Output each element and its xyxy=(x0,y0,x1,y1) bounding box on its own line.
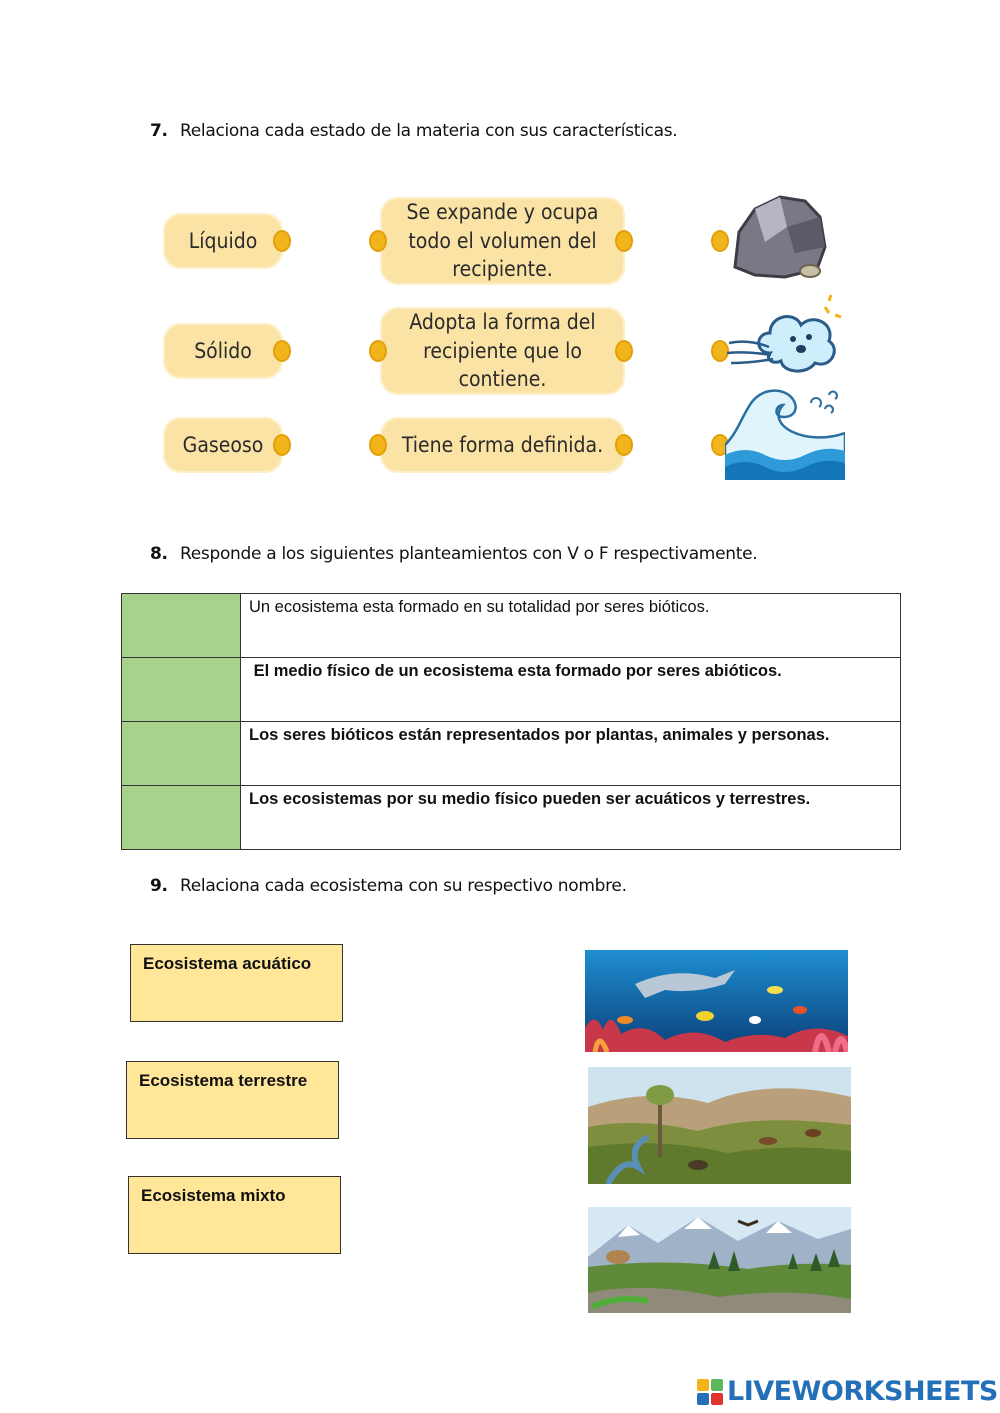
question-text: Responde a los siguientes planteamientos con V o F respectivamente. xyxy=(180,544,758,564)
statement-cell: Los seres bióticos están representados por plantas, animales y personas. xyxy=(241,722,901,786)
state-label: Sólido xyxy=(194,338,252,363)
match-dot[interactable] xyxy=(615,434,633,456)
characteristic-label: Tiene forma definida. xyxy=(401,432,604,457)
ecosystem-label: Ecosistema terrestre xyxy=(139,1071,308,1090)
table-row xyxy=(122,722,901,786)
match-dot[interactable] xyxy=(369,230,387,252)
characteristic-label: Se expande y ocupa todo el volumen del recipiente. xyxy=(406,200,599,282)
question-7-title xyxy=(150,121,677,141)
match-dot[interactable] xyxy=(273,230,291,252)
match-dot[interactable] xyxy=(273,434,291,456)
match-dot[interactable] xyxy=(369,434,387,456)
statement-cell: El medio físico de un ecosistema esta formado por seres abióticos. xyxy=(241,658,901,722)
table-row xyxy=(122,594,901,658)
question-text: Relaciona cada estado de la materia con sus características. xyxy=(180,121,678,141)
match-dot[interactable] xyxy=(615,340,633,362)
water-wave-picture xyxy=(725,385,845,480)
statement-cell: Los ecosistemas por su medio físico pueden ser acuáticos y terrestres. xyxy=(241,786,901,850)
ecosystem-box-terrestrial[interactable] xyxy=(126,1061,339,1139)
match-dot[interactable] xyxy=(369,340,387,362)
liveworksheets-logo xyxy=(697,1376,998,1407)
state-label: Gaseoso xyxy=(182,432,264,457)
rock-picture xyxy=(725,187,845,282)
match-dot[interactable] xyxy=(273,340,291,362)
logo-text: LIVEWORKSHEETS xyxy=(727,1376,998,1407)
answer-cell[interactable] xyxy=(122,594,241,658)
question-number: 9. xyxy=(150,876,168,896)
savanna-landscape-image[interactable] xyxy=(588,1067,851,1184)
table-row xyxy=(122,658,901,722)
state-pill-liquid xyxy=(163,213,283,269)
state-pill-solid xyxy=(163,323,283,379)
logo-icon xyxy=(697,1379,723,1405)
characteristic-pill-expands xyxy=(380,197,625,285)
characteristic-pill-adopts-shape xyxy=(380,307,625,395)
statement-cell: Un ecosistema esta formado en su totalidad por seres bióticos. xyxy=(241,594,901,658)
ocean-reef-image[interactable] xyxy=(585,950,848,1052)
question-9-title xyxy=(150,876,627,896)
state-label: Líquido xyxy=(188,228,258,253)
answer-cell[interactable] xyxy=(122,722,241,786)
state-pill-gas xyxy=(163,417,283,473)
mountain-forest-image[interactable] xyxy=(588,1207,851,1313)
matter-states-matching xyxy=(155,175,855,505)
answer-cell[interactable] xyxy=(122,658,241,722)
characteristic-pill-definite-shape xyxy=(380,417,625,473)
question-8-title xyxy=(150,544,757,564)
ecosystem-box-aquatic[interactable] xyxy=(130,944,343,1022)
match-dot[interactable] xyxy=(615,230,633,252)
ecosystem-label: Ecosistema acuático xyxy=(143,954,312,973)
wind-cloud-picture xyxy=(725,293,845,388)
characteristic-label: Adopta la forma del recipiente que lo contiene. xyxy=(409,310,596,392)
question-number: 8. xyxy=(150,544,168,564)
question-number: 7. xyxy=(150,121,168,141)
table-row xyxy=(122,786,901,850)
question-text: Relaciona cada ecosistema con su respectivo nombre. xyxy=(180,876,627,896)
ecosystem-label: Ecosistema mixto xyxy=(141,1186,286,1205)
ecosystem-box-mixed[interactable] xyxy=(128,1176,341,1254)
answer-cell[interactable] xyxy=(122,786,241,850)
true-false-table xyxy=(121,593,901,850)
